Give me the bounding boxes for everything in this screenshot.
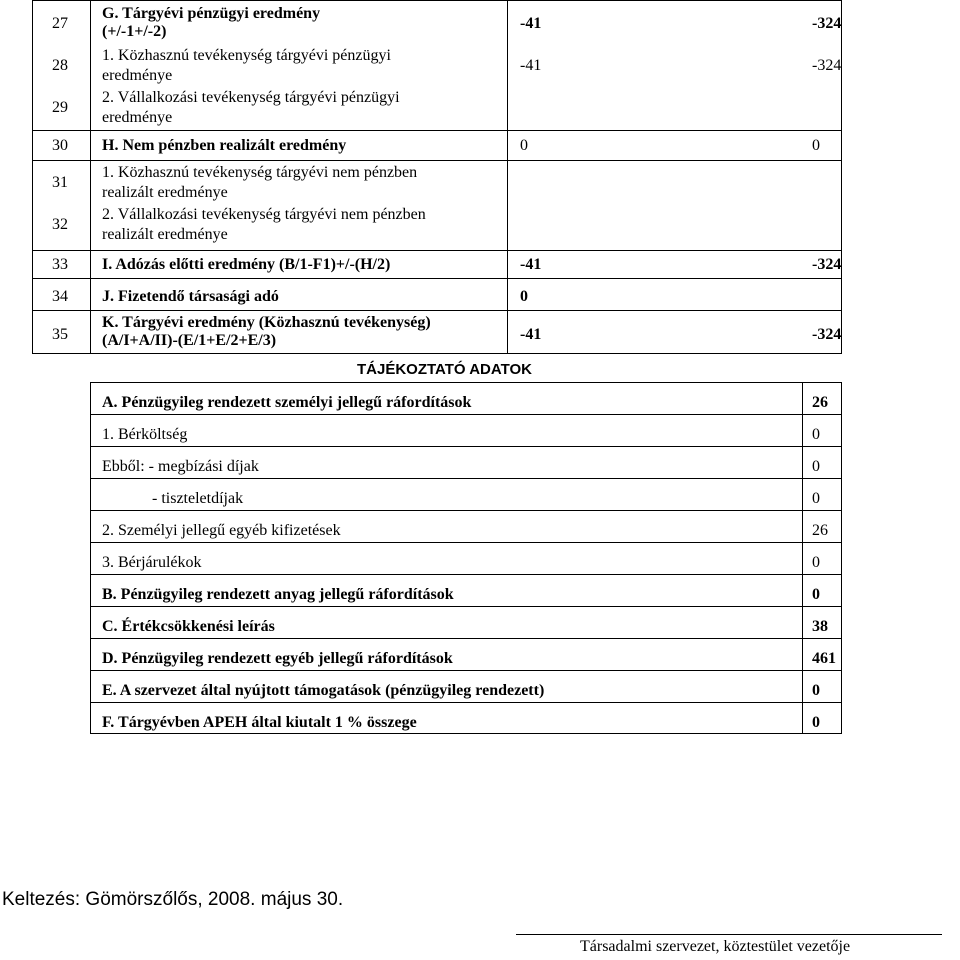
info-label: E. A szervezet által nyújtott támogatások (pénzügyileg rendezett): [102, 682, 545, 699]
info-row-divider: [90, 574, 842, 575]
info-value: 461: [812, 650, 836, 667]
info-row-divider: [90, 670, 842, 671]
row-value-2: -324: [812, 256, 842, 273]
info-value: 0: [812, 458, 820, 475]
info-label: 3. Bérjárulékok: [102, 554, 202, 571]
row-number: 28: [52, 57, 68, 74]
info-value: 26: [812, 522, 828, 539]
row-label-line1: J. Fizetendő társasági adó: [102, 288, 279, 305]
info-label: D. Pénzügyileg rendezett egyéb jellegű ráfordítások: [102, 650, 453, 667]
row-label-line1: K. Tárgyévi eredmény (Közhasznú tevékenység): [102, 314, 431, 331]
signature-line: [516, 934, 942, 935]
col-divider-values: [507, 0, 508, 354]
row-value-2: 0: [812, 137, 820, 154]
info-value: 0: [812, 714, 820, 731]
row-divider: [32, 278, 842, 279]
row-value-1: 0: [520, 137, 528, 154]
info-value: 38: [812, 618, 828, 635]
row-label-line1: 1. Közhasznú tevékenység tárgyévi pénzügyi: [102, 47, 391, 64]
info-section-title: TÁJÉKOZTATÓ ADATOK: [357, 361, 532, 378]
row-value-2: -324: [812, 15, 842, 32]
info-col-divider: [802, 382, 803, 734]
info-label: - tiszteletdíjak: [152, 490, 244, 507]
info-label: A. Pénzügyileg rendezett személyi jellegű ráfordítások: [102, 394, 472, 411]
row-label-line1: 2. Vállalkozási tevékenység tárgyévi nem pénzben: [102, 206, 426, 223]
row-label-line2: (+/-1+/-2): [102, 23, 167, 40]
row-label-line2: realizált eredménye: [102, 226, 228, 243]
row-value-1: -41: [520, 256, 542, 273]
row-divider: [32, 130, 842, 131]
row-label-line1: 1. Közhasznú tevékenység tárgyévi nem pénzben: [102, 164, 418, 181]
col-divider-number: [90, 0, 91, 354]
row-label-line2: realizált eredménye: [102, 184, 228, 201]
info-row-divider: [90, 606, 842, 607]
row-label-line2: eredménye: [102, 67, 173, 84]
row-value-2: -324: [812, 57, 842, 74]
info-row-divider: [90, 702, 842, 703]
info-value: 0: [812, 426, 820, 443]
info-value: 0: [812, 490, 820, 507]
row-number: 34: [52, 288, 68, 305]
info-row-divider: [90, 510, 842, 511]
info-row-divider: [90, 446, 842, 447]
row-label-line1: G. Tárgyévi pénzügyi eredmény: [102, 5, 321, 22]
info-label: F. Tárgyévben APEH által kiutalt 1 % összege: [102, 714, 417, 731]
info-value: 0: [812, 682, 820, 699]
info-label: C. Értékcsökkenési leírás: [102, 618, 275, 635]
row-label-line1: I. Adózás előtti eredmény (B/1-F1)+/-(H/2): [102, 256, 391, 273]
row-value-1: -41: [520, 326, 542, 343]
info-row-divider: [90, 414, 842, 415]
info-row-divider: [90, 638, 842, 639]
row-number: 33: [52, 256, 68, 273]
row-label-line1: 2. Vállalkozási tevékenység tárgyévi pénzügyi: [102, 89, 400, 106]
info-row-divider: [90, 542, 842, 543]
row-number: 31: [52, 174, 68, 191]
row-value-1: -41: [520, 57, 542, 74]
info-label: B. Pénzügyileg rendezett anyag jellegű ráfordítások: [102, 586, 454, 603]
row-value-1: -41: [520, 15, 542, 32]
info-value: 0: [812, 554, 820, 571]
row-number: 29: [52, 99, 68, 116]
info-row-divider: [90, 478, 842, 479]
info-value: 26: [812, 394, 828, 411]
row-divider: [32, 160, 842, 161]
info-value: 0: [812, 586, 820, 603]
row-value-1: 0: [520, 288, 528, 305]
row-divider: [32, 250, 842, 251]
row-label-line1: H. Nem pénzben realizált eredmény: [102, 137, 347, 154]
row-number: 32: [52, 216, 68, 233]
row-label-line2: eredménye: [102, 109, 173, 126]
signature-caption: Társadalmi szervezet, köztestület vezetője: [580, 938, 851, 955]
row-divider: [32, 310, 842, 311]
info-label: 1. Bérköltség: [102, 426, 188, 443]
row-value-2: -324: [812, 326, 842, 343]
row-label-line2: (A/I+A/II)-(E/1+E/2+E/3): [102, 332, 277, 349]
info-label: Ebből: - megbízási díjak: [102, 458, 259, 475]
row-number: 30: [52, 137, 68, 154]
info-label: 2. Személyi jellegű egyéb kifizetések: [102, 522, 341, 539]
date-line: Keltezés: Gömörszőlős, 2008. május 30.: [2, 889, 344, 910]
row-number: 35: [52, 326, 68, 343]
row-number: 27: [52, 15, 68, 32]
